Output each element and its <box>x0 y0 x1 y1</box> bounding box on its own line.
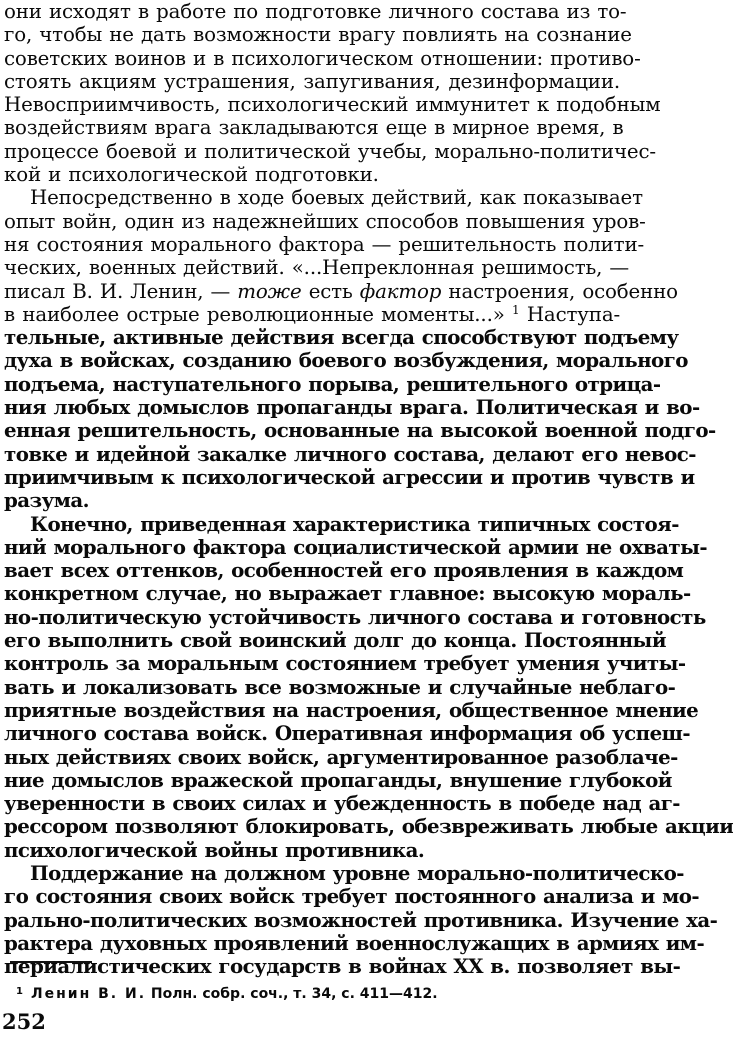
text-line: Невосприимчивость, психологический иммунитет к подобным <box>4 93 661 117</box>
text-line: ня состояния морального фактора — решительность полити- <box>4 232 645 256</box>
text-line: подъема, наступательного порыва, решительного отрица- <box>4 371 661 396</box>
quote-text: настроения, особенно <box>441 279 678 303</box>
text-line: вать и локализовать все возможные и случайные неблаго- <box>4 674 676 699</box>
text-line: уверенности в своих силах и убежденность в победе над аг- <box>4 791 680 816</box>
quote-emphasis: тоже <box>237 279 302 303</box>
text-line: товке и идейной закалке личного состава, делают его невос- <box>4 441 696 466</box>
text-line: конкретном случае, но выражает главное: высокую мораль- <box>4 581 691 606</box>
text-line: они исходят в работе по подготовке личного состава из то- <box>4 0 627 23</box>
text-line: духа в войсках, созданию боевого возбуждения, морального <box>4 348 688 373</box>
text-line: приимчивым к психологической агрессии и против чувств и <box>4 464 695 489</box>
text-line: рессором позволяют блокировать, обезвреживать любые акции <box>4 814 733 839</box>
footnote-reference: 1 <box>512 302 520 317</box>
text-line: в наиболее острые революционные моменты...» $^1$ Наступа- <box>4 302 620 326</box>
text-line: Непосредственно в ходе боевых действий, как показывает <box>30 186 643 210</box>
text-line: контроль за моральным состоянием требует умения учиты- <box>4 651 686 676</box>
footnote-author: Ленин В. И. <box>30 986 147 1002</box>
text-line: го, чтобы не дать возможности врагу повлиять на сознание <box>4 23 632 47</box>
text-line: ний морального фактора социалистической армии не охваты- <box>4 534 708 559</box>
text-line: периалистических государств в войнах XX в. позволяет вы- <box>4 954 681 979</box>
text-line: ние домыслов вражеской пропаганды, внушение глубокой <box>4 767 672 792</box>
footnote <box>16 986 438 1002</box>
text-line: личного состава войск. Оперативная информация об успеш- <box>4 721 690 746</box>
text-line-lenin-quote <box>4 279 678 303</box>
text-line: Конечно, приведенная характеристика типичных состоя- <box>30 511 679 536</box>
quote-text: писал В. И. Ленин, — <box>4 279 238 303</box>
text-line: вает всех оттенков, особенностей его проявления в каждом <box>4 558 684 583</box>
text-line: психологической войны противника. <box>4 837 425 862</box>
text-line: Поддержание на должном уровне морально-политическо- <box>30 860 684 885</box>
footnote-divider <box>10 961 92 963</box>
text-line: ния любых домыслов пропаганды врага. Политическая и во- <box>4 395 700 420</box>
text-line: рально-политических возможностей противника. Изучение ха- <box>4 907 718 932</box>
text-line: енная решительность, основанные на высокой военной подго- <box>4 418 716 443</box>
footnote-marker: 1 <box>16 986 23 997</box>
text-line: тельные, активные действия всегда способствуют подъему <box>4 325 679 350</box>
text-line: ных действиях своих войск, аргументированное разоблаче- <box>4 744 678 769</box>
text-line: приятные воздействия на настроения, общественное мнение <box>4 697 699 722</box>
text-line: его выполнить свой воинский долг до конца. Постоянный <box>4 628 666 653</box>
body-text <box>4 0 733 979</box>
text-line: опыт войн, один из надежнейших способов повышения уров- <box>4 209 646 233</box>
text-line: разума. <box>4 488 89 513</box>
text-line: кой и психологической подготовки. <box>4 163 379 187</box>
footnote-text: Полн. собр. соч., т. 34, с. 411—412. <box>150 986 438 1002</box>
text-line: советских воинов и в психологическом отношении: противо- <box>4 46 641 70</box>
text-line: стоять акциям устрашения, запугивания, дезинформации. <box>4 69 620 93</box>
text-line: воздействиям врага закладываются еще в мирное время, в <box>4 116 624 140</box>
text-line: но-политическую устойчивость личного состава и готовность <box>4 604 706 629</box>
text-line: ческих, военных действий. «...Непреклонная решимость, — <box>4 256 630 280</box>
text-line: го состояния своих войск требует постоянного анализа и мо- <box>4 884 700 909</box>
text-line: процессе боевой и политической учебы, морально-политичес- <box>4 139 656 163</box>
page-number: 252 <box>2 1009 46 1034</box>
text-line: рактера духовных проявлений военнослужащих в армиях им- <box>4 930 705 955</box>
quote-emphasis: фактор <box>359 279 442 303</box>
quote-text: есть <box>301 279 360 303</box>
